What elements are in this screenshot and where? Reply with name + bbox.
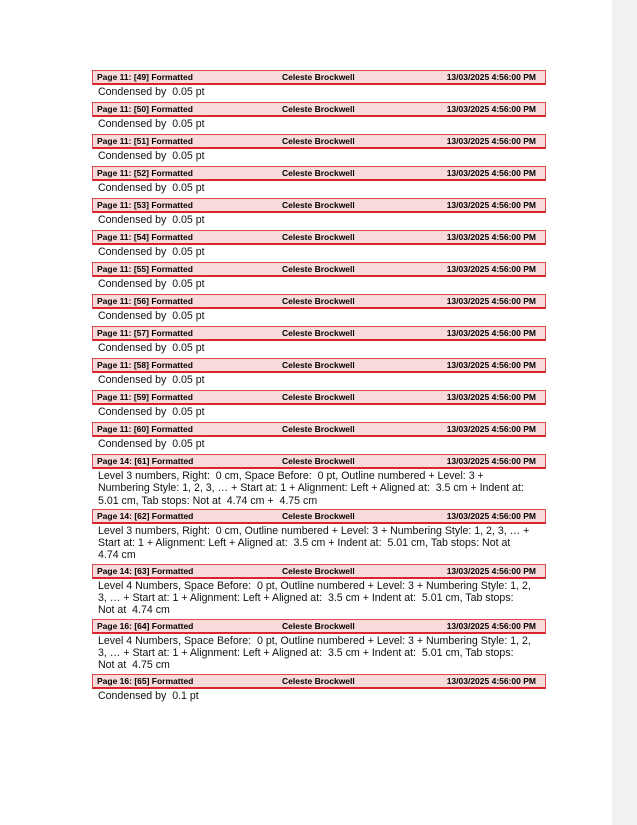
revision-header: [92, 422, 546, 437]
revision-date: 13/03/2025 4:56:00 PM: [446, 456, 536, 466]
revision-entry: [92, 262, 546, 294]
revision-header: [92, 619, 546, 634]
revision-description: Condensed by 0.05 pt: [98, 150, 205, 162]
revision-header: [92, 294, 546, 309]
revision-description: Condensed by 0.05 pt: [98, 182, 205, 194]
revision-date: 13/03/2025 4:56:00 PM: [446, 565, 536, 576]
revision-page-label: Page 14: [62] Formatted: [97, 510, 194, 521]
revision-header: [92, 454, 546, 469]
revision-description: Condensed by 0.05 pt: [98, 86, 205, 98]
revision-date: 13/03/2025 4:56:00 PM: [446, 296, 536, 306]
revision-entry: [92, 358, 546, 390]
revision-entry: [92, 102, 546, 134]
revision-description: Condensed by 0.05 pt: [98, 438, 205, 450]
revision-description: Condensed by 0.05 pt: [98, 278, 205, 290]
revision-header: [92, 262, 546, 277]
revision-author: Celeste Brockwell: [282, 424, 355, 434]
revision-author: Celeste Brockwell: [282, 296, 355, 306]
revision-page-label: Page 11: [49] Formatted: [97, 72, 193, 82]
revision-description: Level 3 numbers, Right: 0 cm, Space Before: 0 pt, Outline numbered + Level: 3 + Numbering Style: 1, 2, 3, … + Start at: 1 + Alignment: Left + Aligned at: 3.5 cm + Indent at: 5.01 cm, Tab stops: Not at 4.74 cm + 4.75 cm: [98, 470, 524, 507]
revision-entry: [92, 564, 546, 619]
revision-date: 13/03/2025 4:56:00 PM: [446, 620, 536, 631]
revision-page-label: Page 16: [65] Formatted: [97, 675, 194, 686]
revision-header: [92, 390, 546, 405]
revision-header: [92, 70, 546, 85]
revision-description: Level 4 Numbers, Space Before: 0 pt, Outline numbered + Level: 3 + Numbering Style: 1, 2, 3, … + Start at: 1 + Alignment: Left + Aligned at: 3.5 cm + Indent at: 5.01 cm, Tab stops: Not at 4.75 cm: [98, 634, 531, 672]
revision-header: [92, 166, 546, 181]
revision-date: 13/03/2025 4:56:00 PM: [446, 264, 536, 274]
revision-description: Level 4 Numbers, Space Before: 0 pt, Outline numbered + Level: 3 + Numbering Style: 1, 2, 3, … + Start at: 1 + Alignment: Left + Aligned at: 3.5 cm + Indent at: 5.01 cm, Tab stops: Not at 4.74 cm: [98, 579, 531, 617]
revision-author: Celeste Brockwell: [282, 675, 355, 686]
revision-date: 13/03/2025 4:56:00 PM: [446, 424, 536, 434]
revision-page-label: Page 11: [60] Formatted: [97, 424, 193, 434]
revision-description: Condensed by 0.05 pt: [98, 246, 205, 258]
revision-author: Celeste Brockwell: [282, 168, 355, 178]
revision-page-label: Page 11: [56] Formatted: [97, 296, 193, 306]
revision-date: 13/03/2025 4:56:00 PM: [446, 510, 536, 521]
revision-author: Celeste Brockwell: [282, 136, 355, 146]
revision-page-label: Page 11: [52] Formatted: [97, 168, 193, 178]
revision-author: Celeste Brockwell: [282, 104, 355, 114]
revision-description: Condensed by 0.05 pt: [98, 310, 205, 322]
revision-page-label: Page 11: [50] Formatted: [97, 104, 193, 114]
revision-date: 13/03/2025 4:56:00 PM: [446, 360, 536, 370]
revision-description: Condensed by 0.05 pt: [98, 406, 205, 418]
revision-page-label: Page 11: [57] Formatted: [97, 328, 193, 338]
revision-author: Celeste Brockwell: [282, 620, 355, 631]
revision-header: [92, 326, 546, 341]
revision-page-label: Page 11: [53] Formatted: [97, 200, 193, 210]
revision-entry: [92, 230, 546, 262]
revision-entry: [92, 326, 546, 358]
revision-page-label: Page 14: [63] Formatted: [97, 565, 194, 576]
revision-author: Celeste Brockwell: [282, 200, 355, 210]
revision-entry: [92, 134, 546, 166]
revision-list: [92, 70, 546, 706]
revision-author: Celeste Brockwell: [282, 392, 355, 402]
revision-entry: [92, 674, 546, 706]
revision-header: [92, 102, 546, 117]
revision-author: Celeste Brockwell: [282, 360, 355, 370]
revision-description: Condensed by 0.1 pt: [98, 689, 199, 702]
revision-entry: [92, 619, 546, 674]
revision-description: Condensed by 0.05 pt: [98, 118, 205, 130]
revision-entry: [92, 390, 546, 422]
viewer-gutter: [612, 0, 637, 825]
revision-entry: [92, 454, 546, 509]
revision-header: [92, 509, 546, 524]
revision-header: [92, 564, 546, 579]
revision-description: Condensed by 0.05 pt: [98, 342, 205, 354]
revision-entry: [92, 294, 546, 326]
revision-author: Celeste Brockwell: [282, 456, 355, 466]
revision-date: 13/03/2025 4:56:00 PM: [446, 200, 536, 210]
revision-header: [92, 674, 546, 689]
revision-header: [92, 230, 546, 245]
revision-date: 13/03/2025 4:56:00 PM: [446, 392, 536, 402]
revision-date: 13/03/2025 4:56:00 PM: [446, 675, 536, 686]
revision-date: 13/03/2025 4:56:00 PM: [446, 136, 536, 146]
revision-author: Celeste Brockwell: [282, 72, 355, 82]
revision-header: [92, 134, 546, 149]
revision-description: Condensed by 0.05 pt: [98, 214, 205, 226]
revision-date: 13/03/2025 4:56:00 PM: [446, 328, 536, 338]
revision-author: Celeste Brockwell: [282, 328, 355, 338]
revision-date: 13/03/2025 4:56:00 PM: [446, 232, 536, 242]
revision-author: Celeste Brockwell: [282, 264, 355, 274]
revision-description: Level 3 numbers, Right: 0 cm, Outline numbered + Level: 3 + Numbering Style: 1, 2, 3, … + Start at: 1 + Alignment: Left + Aligned at: 3.5 cm + Indent at: 5.01 cm, Tab stops: Not at 4.74 cm: [98, 524, 530, 562]
revision-header: [92, 198, 546, 213]
revision-author: Celeste Brockwell: [282, 510, 355, 521]
revision-page-label: Page 11: [54] Formatted: [97, 232, 193, 242]
revision-header: [92, 358, 546, 373]
revision-page-label: Page 11: [55] Formatted: [97, 264, 193, 274]
revision-page-label: Page 11: [58] Formatted: [97, 360, 193, 370]
revision-date: 13/03/2025 4:56:00 PM: [446, 104, 536, 114]
revision-description: Condensed by 0.05 pt: [98, 374, 205, 386]
revision-page-label: Page 14: [61] Formatted: [97, 456, 194, 466]
revision-entry: [92, 70, 546, 102]
revision-date: 13/03/2025 4:56:00 PM: [446, 168, 536, 178]
revision-date: 13/03/2025 4:56:00 PM: [446, 72, 536, 82]
revision-page-label: Page 11: [51] Formatted: [97, 136, 193, 146]
revision-author: Celeste Brockwell: [282, 565, 355, 576]
revision-page-label: Page 16: [64] Formatted: [97, 620, 194, 631]
revision-entry: [92, 198, 546, 230]
revision-entry: [92, 509, 546, 564]
revision-entry: [92, 422, 546, 454]
revision-page-label: Page 11: [59] Formatted: [97, 392, 193, 402]
revision-author: Celeste Brockwell: [282, 232, 355, 242]
revision-entry: [92, 166, 546, 198]
